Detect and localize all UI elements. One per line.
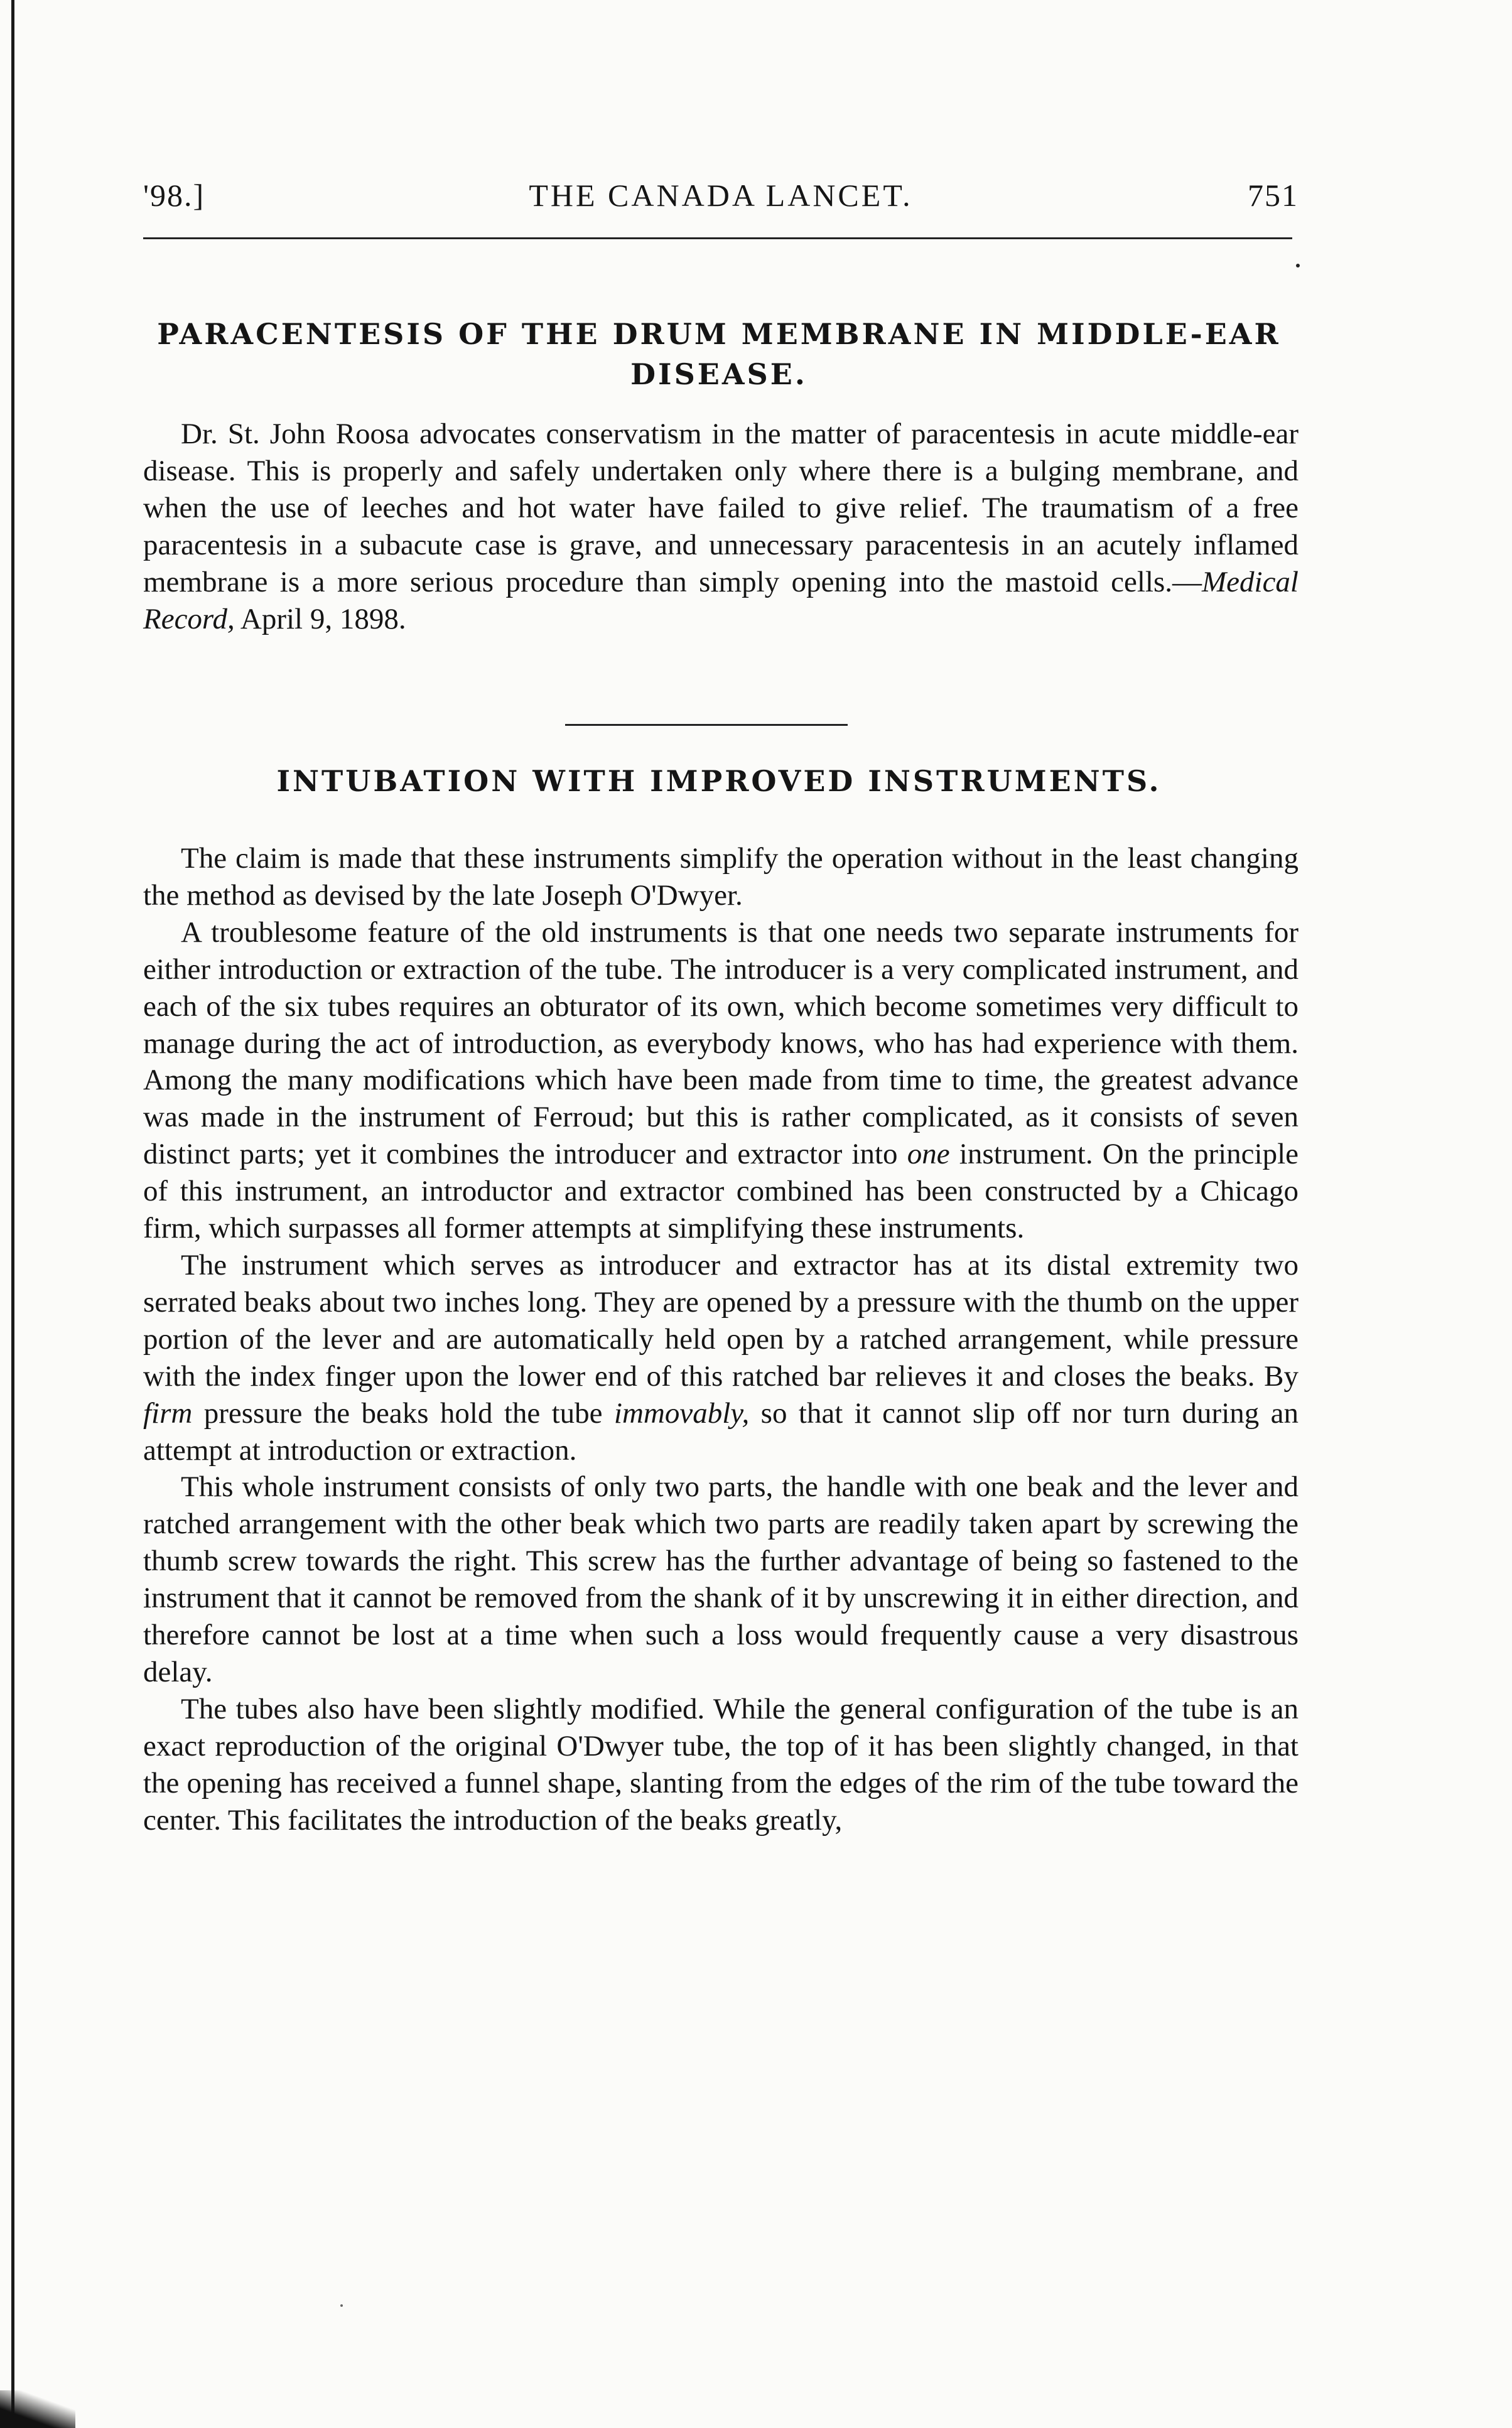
- citation-date: April 9, 1898.: [234, 602, 406, 635]
- header-rule: [143, 237, 1292, 239]
- paragraph-text: so that it cannot slip off nor turn during an attempt at introduction or extraction.: [143, 1396, 1299, 1467]
- article-body-paracentesis: [143, 416, 1299, 637]
- article-body-intubation: [143, 840, 1299, 1838]
- paragraph-text: Dr. St. John Roosa advocates conservatism in the matter of paracentesis in acute middle-ear disease. This is properly and safely undertaken only where there is a bulging membrane, and when the use of leeches and hot water have failed to give relief. The traumatism of a free paracentesis in a subacute case is grave, and unnecessary paracentesis in an acutely inflamed membrane is a more serious procedure than simply opening into the mastoid cells.—: [143, 418, 1299, 598]
- scan-corner-shadow: [0, 2390, 75, 2428]
- print-speck: [340, 2304, 343, 2307]
- paragraph-text: The instrument which serves as introducer and extractor has at its distal extremity two serrated beaks about two inches long. They are opened by a pressure with the thumb on the upper portion of the lever and are automatically held open by a ratched arrangement, while pressure with the index finger upon the lower end of this ratched bar relieves it and closes the beaks. By: [143, 1248, 1299, 1393]
- paragraph: [143, 416, 1299, 637]
- paragraph-text: pressure the beaks hold the tube: [192, 1396, 614, 1430]
- page-number: 751: [1248, 178, 1299, 213]
- paragraph: The tubes also have been slightly modified. While the general configuration of the tube is an exact reproduction of the original O'Dwyer tube, the top of it has been slightly changed, in that the opening has received a funnel shape, slanting from the edges of the rim of the tube toward the center. This facilitates the introduction of the beaks greatly,: [143, 1692, 1299, 1837]
- emphasis: one: [907, 1138, 950, 1171]
- section-divider: [565, 724, 848, 726]
- page-binding-edge: [11, 0, 14, 2428]
- article-title-intubation: INTUBATION WITH IMPROVED INSTRUMENTS.: [276, 764, 1162, 798]
- volume-year: '98.]: [143, 178, 205, 213]
- emphasis: immovably,: [613, 1396, 750, 1430]
- article-title-paracentesis: PARACENTESIS OF THE DRUM MEMBRANE IN MIDDLE-EAR DISEASE.: [157, 317, 1281, 391]
- paragraph: [143, 1247, 1299, 1469]
- paragraph: The claim is made that these instruments simplify the operation without in the least changing the method as devised by the late Joseph O'Dwyer.: [143, 842, 1299, 912]
- journal-title: THE CANADA LANCET.: [529, 178, 913, 213]
- paragraph-text: A troublesome feature of the old instruments is that one needs two separate instruments for either introduction or extraction of the tube. The introducer is a very complicated instrument, and each of the six tubes requires an obturator of its own, which become sometimes very difficult to manage during the act of introduction, as everybody knows, who has had experience with them. Among the many modifications which have been made from time to time, the greatest advance was made in the instrument of Ferroud; but this is rather complicated, as it consists of seven distinct parts; yet it combines the introducer and extractor into: [143, 915, 1299, 1171]
- emphasis: firm: [143, 1396, 193, 1430]
- running-head: [143, 177, 1299, 221]
- print-speck: [1296, 264, 1300, 267]
- citation: Medical Record,: [143, 565, 1299, 635]
- paragraph-text: instrument. On the principle of this instrument, an introductor and extractor combined has been constructed by a Chicago firm, which surpasses all former attempts at simplifying these instruments.: [143, 1138, 1299, 1245]
- paragraph: [143, 914, 1299, 1247]
- paragraph: This whole instrument consists of only two parts, the handle with one beak and the lever and ratched arrangement with the other beak which two parts are readily taken apart by screwing the thumb screw towards the right. This screw has the further advantage of being so fastened to the instrument that it cannot be removed from the shank of it by unscrewing it in either direction, and therefore cannot be lost at a time when such a loss would frequently cause a very disastrous delay.: [143, 1470, 1299, 1688]
